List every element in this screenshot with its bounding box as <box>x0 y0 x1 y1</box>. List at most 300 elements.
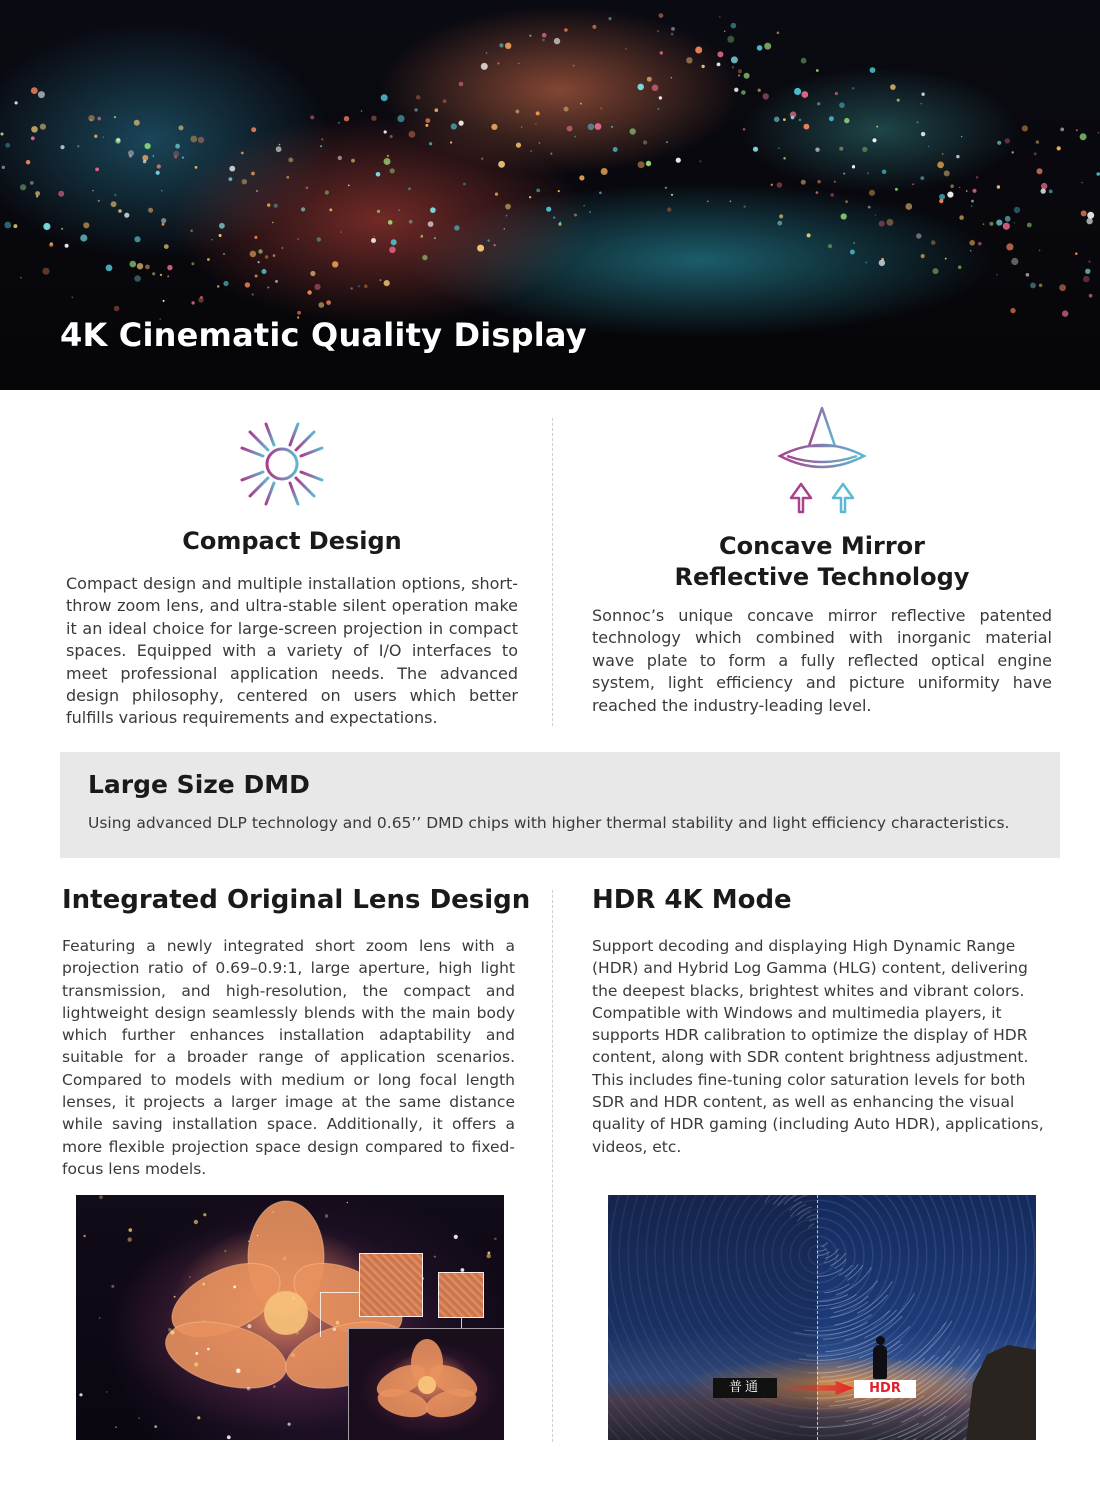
hero-particle <box>686 57 692 63</box>
hero-particle <box>145 265 150 270</box>
hero-particle <box>4 222 11 229</box>
hero-particle <box>275 280 278 283</box>
hero-particle <box>558 223 561 226</box>
flower-sparkle <box>227 1435 231 1439</box>
hero-particle <box>497 62 499 64</box>
dmd-text: Using advanced DLP technology and 0.65’’ DMD chips with higher thermal stability and light efficiency characteristics. <box>88 814 1010 832</box>
hero-particle <box>777 182 783 188</box>
hero-particle <box>425 118 430 123</box>
hero-particle <box>530 150 532 152</box>
hero-particle <box>783 157 786 160</box>
hero-particle <box>516 110 520 114</box>
hero-particle <box>26 160 30 164</box>
hero-particle <box>358 285 360 287</box>
hero-particle <box>801 58 807 64</box>
hero-particle <box>61 228 63 230</box>
hero-particle <box>625 48 627 50</box>
hero-particle <box>971 200 974 203</box>
hero-particle <box>997 141 1001 145</box>
hero-particle <box>536 111 540 115</box>
flower-sparkle <box>128 1237 132 1241</box>
hero-particle <box>167 275 169 277</box>
compact-design-title: Compact Design <box>182 527 402 555</box>
flower-sparkle <box>111 1285 114 1288</box>
hero-particle <box>734 88 738 92</box>
star-trail <box>887 1323 945 1374</box>
hero-particle <box>361 110 363 112</box>
hero-particle <box>281 247 283 249</box>
hero-particle <box>1010 308 1015 313</box>
hero-particle <box>387 155 389 157</box>
hero-particle <box>931 240 936 245</box>
flower-sparkle <box>247 1324 251 1328</box>
hero-particle <box>947 192 953 198</box>
hero-particle <box>318 302 324 308</box>
hero-particle <box>599 192 602 195</box>
hero-particle <box>182 157 184 159</box>
hero-particle <box>724 31 725 32</box>
hero-particle <box>481 63 488 70</box>
hero-particle <box>695 47 702 54</box>
star-trail <box>864 1294 914 1338</box>
hero-particle <box>258 249 262 253</box>
hero-particle <box>77 145 79 147</box>
hero-particle <box>481 158 483 160</box>
hero-particle <box>961 136 962 137</box>
zoom-detail-small <box>438 1272 484 1318</box>
hero-particle <box>550 153 552 155</box>
hero-particle <box>40 124 46 130</box>
sun-rays-icon <box>236 414 348 514</box>
hero-particle <box>1089 294 1093 298</box>
hero-particle <box>416 95 420 99</box>
flower-sparkle <box>207 1348 210 1351</box>
hero-particle <box>38 91 45 98</box>
hero-particle <box>945 258 947 260</box>
hero-particle <box>377 210 380 213</box>
hero-particle <box>20 184 26 190</box>
hero-particle <box>106 265 113 272</box>
hero-particle <box>50 242 53 245</box>
hero-particle <box>325 190 329 194</box>
flower-sparkle <box>233 1286 236 1289</box>
hero-particle <box>879 221 885 227</box>
hero-particle <box>163 300 165 302</box>
hero-particle <box>853 242 855 244</box>
hero-particle <box>495 193 498 196</box>
concave-mirror-title <box>592 531 1052 593</box>
hero-particle <box>783 118 786 121</box>
hero-particle <box>996 274 998 276</box>
hero-particle <box>588 124 595 131</box>
hero-particle <box>463 183 466 186</box>
hero-particle <box>542 33 547 38</box>
hero-particle <box>314 284 320 290</box>
hero-particle <box>665 187 667 189</box>
zoom-detail-large <box>359 1253 423 1317</box>
hero-particle <box>130 261 137 268</box>
hero-particle <box>916 233 921 238</box>
hero-particle <box>92 190 93 191</box>
concave-mirror-title-line2: Reflective Technology <box>674 563 970 591</box>
hero-particle <box>31 87 38 94</box>
hero-particle <box>1060 127 1064 131</box>
zoom-connector-line <box>320 1292 321 1337</box>
hero-particle <box>1003 223 1010 230</box>
hero-particle <box>920 176 924 180</box>
hero-particle <box>217 285 220 288</box>
hero-particle <box>494 244 496 246</box>
hero-particle <box>1098 132 1099 133</box>
hero-particle <box>1088 261 1090 263</box>
hero-particle <box>255 275 258 278</box>
hero-particle <box>807 233 811 237</box>
hero-particle <box>351 159 355 163</box>
hero-particle <box>944 170 950 176</box>
hero-particle <box>916 121 918 123</box>
hero-particle <box>872 138 876 142</box>
hero-particle <box>580 103 582 105</box>
hero-particle <box>989 222 993 226</box>
hero-particle <box>608 17 611 20</box>
hero-particle <box>114 306 120 312</box>
flower-sparkle <box>272 1211 274 1213</box>
hero-particle <box>408 187 411 190</box>
hero-particle <box>179 125 184 130</box>
hero-particle <box>835 92 838 95</box>
hero-particle <box>791 116 795 120</box>
flower-sparkle <box>189 1276 191 1278</box>
hero-particle <box>156 171 160 175</box>
hero-particle <box>371 116 376 121</box>
flower-sparkle <box>296 1331 299 1334</box>
hero-particle <box>103 137 104 138</box>
hero-particle <box>867 172 869 174</box>
hero-particle <box>267 203 270 206</box>
hero-particle <box>777 221 782 226</box>
flower-sparkle <box>291 1353 295 1357</box>
hero-particle <box>1075 252 1078 255</box>
hero-particle <box>477 245 484 252</box>
hero-particle <box>262 269 267 274</box>
hero-particle <box>996 220 1002 226</box>
flower-sparkle <box>434 1256 436 1258</box>
hero-particle <box>804 124 810 130</box>
hero-particle <box>774 117 780 123</box>
hero-particle <box>1012 151 1014 153</box>
hero-particle <box>717 51 723 57</box>
hero-particle <box>95 168 99 172</box>
hero-particle <box>758 89 761 92</box>
hero-particle <box>332 261 338 267</box>
hero-particle <box>659 13 664 18</box>
hero-particle <box>841 213 847 219</box>
hero-particle <box>504 228 506 230</box>
hero-particle <box>398 209 400 211</box>
hero-particle <box>451 123 457 129</box>
hero-particle <box>921 254 925 258</box>
hero-particle <box>286 176 289 179</box>
hero-particle <box>65 244 69 248</box>
hero-particle <box>1027 223 1032 228</box>
hero-particle <box>529 196 531 198</box>
hero-particle <box>862 147 867 152</box>
hero-particle <box>374 236 375 237</box>
flower-sparkle <box>336 1321 340 1325</box>
hero-particle <box>5 143 10 148</box>
star-trail <box>818 1249 826 1251</box>
star-trail <box>819 1295 848 1302</box>
dmd-title: Large Size DMD <box>88 770 310 799</box>
hero-particle <box>162 223 165 226</box>
hero-particle <box>388 220 393 225</box>
hero-particle <box>152 272 155 275</box>
hero-particle <box>2 166 5 169</box>
hero-particle <box>58 191 64 197</box>
hero-particle <box>420 235 423 238</box>
flower-sparkle <box>106 1391 108 1393</box>
hero-particle <box>1083 276 1090 283</box>
hero-particle <box>589 211 591 213</box>
hero-particle <box>376 172 381 177</box>
hero-particle <box>306 187 309 190</box>
star-trail <box>816 1295 857 1306</box>
hero-particle <box>198 297 203 302</box>
hero-particle <box>816 69 819 72</box>
hero-particle <box>529 35 531 37</box>
hero-particle <box>852 165 855 168</box>
hero-particle <box>279 144 281 146</box>
flower-sparkle <box>195 1352 198 1355</box>
hero-particle <box>600 107 602 109</box>
flower-sparkle <box>347 1202 348 1203</box>
flower-sparkle <box>454 1235 458 1239</box>
hero-particle <box>574 136 576 138</box>
hero-particle <box>223 281 228 286</box>
hero-particle <box>148 208 153 213</box>
concave-mirror-icon <box>777 404 867 516</box>
hero-particle <box>31 126 38 133</box>
hero-particle <box>950 184 954 188</box>
hero-particle <box>35 191 40 196</box>
hero-particle <box>428 221 434 227</box>
column-divider-bottom <box>552 890 553 1442</box>
flower-sparkle <box>154 1425 157 1428</box>
hero-particle <box>157 164 161 168</box>
hero-particle <box>443 99 447 103</box>
hero-particle <box>1086 218 1092 224</box>
hero-particle <box>307 290 311 294</box>
hero-title: 4K Cinematic Quality Display <box>60 316 587 354</box>
hero-particle <box>459 82 464 87</box>
hero-banner <box>0 0 1100 390</box>
hero-particle <box>905 203 912 210</box>
hero-particle <box>414 108 417 111</box>
hero-particle <box>297 311 301 315</box>
comparison-split-line <box>817 1195 818 1440</box>
hero-particle <box>348 185 350 187</box>
hero-particle <box>191 262 194 265</box>
hero-particle <box>223 253 225 255</box>
hero-particle <box>320 145 322 147</box>
hero-particle <box>425 124 428 127</box>
hero-particle <box>380 279 382 281</box>
hero-particle <box>1059 284 1066 291</box>
hero-particle <box>329 208 332 211</box>
hero-particle <box>646 161 651 166</box>
hero-particle <box>850 250 855 255</box>
hero-particle <box>254 236 257 239</box>
hero-particle <box>657 30 659 32</box>
hero-particle <box>939 199 943 203</box>
star-trail <box>817 1269 843 1277</box>
star-trail <box>839 1265 852 1275</box>
hero-particle <box>539 142 541 144</box>
hero-particle <box>895 188 898 191</box>
hero-particle <box>876 126 878 128</box>
flower-sparkle <box>168 1328 171 1331</box>
flower-sparkle <box>99 1195 103 1199</box>
compact-design-text: Compact design and multiple installation options, short-throw zoom lens, and ultra-stable silent operation make it an ideal choice for large-screen projection in compact spaces. Equipped with a variety of I/O interfaces to meet professional application needs. The advanced design philosophy, centered on users which better fulfills various requirements and expectations. <box>66 574 518 728</box>
flower-sparkle <box>488 1252 491 1255</box>
hero-particle <box>707 200 709 202</box>
hero-particle <box>969 240 975 246</box>
flower-sparkle <box>174 1296 176 1298</box>
hero-particle <box>364 284 368 288</box>
hero-particle <box>1039 284 1043 288</box>
hero-particle <box>983 223 985 225</box>
hero-particle <box>777 32 780 35</box>
hero-particle <box>31 136 35 140</box>
hero-particle <box>1039 250 1041 252</box>
hero-particle <box>161 218 166 223</box>
hero-particle <box>389 247 396 254</box>
hero-particle <box>83 222 89 228</box>
hero-particle <box>828 244 832 248</box>
hero-particle <box>579 175 584 180</box>
hero-particle <box>486 52 487 53</box>
hero-particle <box>794 88 801 95</box>
hero-particle <box>390 168 395 173</box>
hero-particle <box>435 108 439 112</box>
hero-particle <box>939 194 945 200</box>
hero-particle <box>676 158 681 163</box>
hero-particle <box>554 38 560 44</box>
hero-particle <box>958 266 961 269</box>
hero-particle <box>174 155 177 158</box>
flower-sparkle <box>333 1328 336 1331</box>
hero-particle <box>145 143 151 149</box>
hero-particle <box>870 67 876 73</box>
hero-particle <box>652 85 659 92</box>
hero-particle <box>20 277 21 278</box>
hero-particle <box>310 271 315 276</box>
hero-particle <box>1036 140 1039 143</box>
hero-particle <box>384 158 391 165</box>
hero-particle <box>839 102 845 108</box>
hero-particle <box>727 36 734 43</box>
hero-particle <box>542 39 545 42</box>
hero-particle <box>384 130 387 133</box>
flower-inset-illustration <box>349 1329 504 1440</box>
hdr-mode-text: Support decoding and displaying High Dynamic Range (HDR) and Hybrid Log Gamma (HLG) content, delivering the deepest blacks, brightest whites and vibrant colors. Compatible with Windows and multimedia players, it supports HDR calibration to optimize the display of HDR content, along with SDR content brightness adjustment. This includes fine-tuning color saturation levels for both SDR and HDR content, as well as enhancing the visual quality of HDR gaming (including Auto HDR), applications, videos, etc. <box>592 937 1044 1156</box>
hero-particle <box>535 123 536 124</box>
hero-particle <box>1014 207 1020 213</box>
hero-particle <box>611 126 613 128</box>
hero-particle <box>738 69 742 73</box>
hero-particle <box>175 144 180 149</box>
lens-design-title: Integrated Original Lens Design <box>62 885 531 915</box>
hero-particle <box>1 133 4 136</box>
hero-particle <box>928 146 929 147</box>
hero-particle <box>921 93 924 96</box>
hero-particle <box>671 33 674 36</box>
hero-particle <box>384 280 390 286</box>
hero-particle <box>829 116 834 121</box>
flower-sparkle <box>325 1214 328 1217</box>
flower-sparkle <box>203 1213 206 1216</box>
flower-sparkle <box>273 1385 276 1388</box>
hero-particle <box>564 107 569 112</box>
flower-sparkle <box>197 1416 200 1419</box>
hero-particle <box>15 101 18 104</box>
hero-particle <box>731 56 738 63</box>
hero-particle <box>997 185 1000 188</box>
hero-particle <box>778 147 780 149</box>
hero-particle <box>390 135 393 138</box>
hero-particle <box>397 115 404 122</box>
hero-particle <box>98 200 100 202</box>
hero-particle <box>191 301 194 304</box>
hero-particle <box>211 239 213 241</box>
hero-particle <box>816 191 819 194</box>
hero-particle <box>613 147 618 152</box>
hero-particle <box>744 73 750 79</box>
hero-particle <box>553 217 555 219</box>
hero-particle <box>753 147 758 152</box>
flower-sparkle <box>202 1283 205 1286</box>
star-trail <box>807 1416 947 1440</box>
hero-particle <box>701 65 704 68</box>
hero-particle <box>584 205 585 206</box>
hero-particle <box>198 137 204 143</box>
hero-particle <box>869 190 875 196</box>
hero-particle <box>506 215 508 217</box>
hero-particle <box>317 237 321 241</box>
hdr-sample-image <box>608 1195 1036 1440</box>
hero-particle <box>251 172 255 176</box>
hero-particle <box>731 23 737 29</box>
hero-particle <box>1076 129 1078 131</box>
hero-particle <box>288 158 293 163</box>
hero-particle <box>959 187 960 188</box>
flower-sparkle <box>494 1238 497 1241</box>
hero-particle <box>801 180 806 185</box>
hero-particle <box>241 152 244 155</box>
hero-particle <box>42 268 49 275</box>
hero-particle <box>660 51 663 54</box>
flower-sparkle <box>292 1297 295 1300</box>
hero-particle <box>1006 243 1013 250</box>
hero-particle <box>771 184 773 186</box>
label-hdr: HDR <box>854 1380 916 1398</box>
zoom-connector-line <box>320 1292 360 1293</box>
hero-particle <box>459 121 464 126</box>
hero-particle <box>274 204 278 208</box>
hero-particle <box>152 155 154 157</box>
hero-particle <box>118 209 122 213</box>
star-trail <box>857 1281 892 1313</box>
